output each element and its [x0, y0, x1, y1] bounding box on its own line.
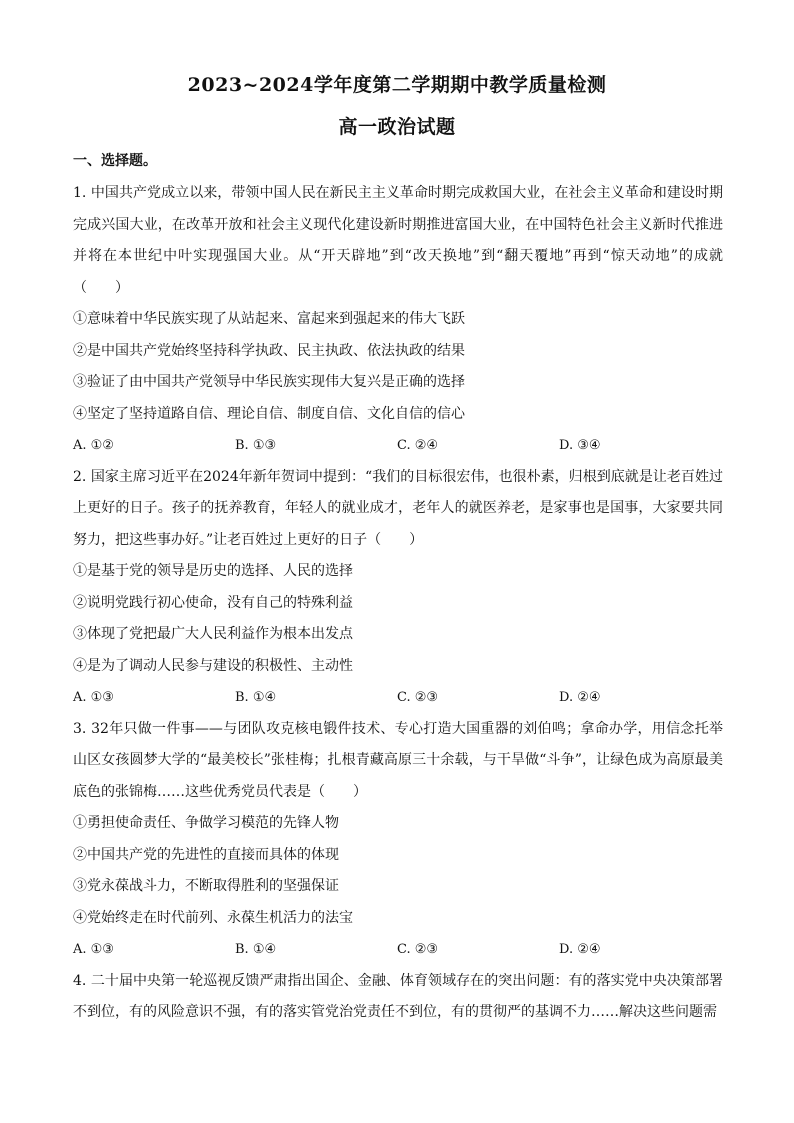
section-heading: 一、选择题。 — [73, 153, 157, 169]
question-stem: 3. 32年只做一件事——与团队攻克核电锻件技术、专心打造大国重器的刘伯鸣；拿命办学，用信念托举山区女孩圆梦大学的“最美校长”张桂梅；扎根青藏高原三十余载，与干旱做“斗争”，让绿色成为高原最美底色的张锦梅……这些优秀党员代表是（ ） — [73, 720, 723, 800]
statement-option: ②是中国共产党始终坚持科学执政、民主执政、依法执政的结果 — [73, 342, 465, 359]
exam-title: 2023~2024学年度第二学期期中教学质量检测 — [187, 74, 607, 96]
statement-option: ③验证了由中国共产党领导中华民族实现伟大复兴是正确的选择 — [73, 374, 465, 390]
choice-b[interactable]: B. ①④ — [235, 690, 277, 705]
choice-d[interactable]: D. ②④ — [559, 942, 601, 957]
question-1 — [73, 178, 723, 462]
answer-choices — [73, 934, 723, 966]
question-3 — [73, 714, 723, 966]
question-stem: 1. 中国共产党成立以来，带领中国人民在新民主主义革命时期完成救国大业，在社会主义革命和建设时期完成兴国大业，在改革开放和社会主义现代化建设新时期推进富国大业，在中国特色社会主义新时代推进并将在本世纪中叶实现强国大业。从“开天辟地”到“改天换地”到“翻天覆地”再到“惊天动地”的成就（ ） — [73, 185, 723, 296]
choice-a[interactable]: A. ①② — [73, 438, 114, 453]
statement-option: ④党始终走在时代前列、永葆生机活力的法宝 — [73, 909, 353, 926]
question-list — [73, 178, 723, 1029]
question-stem: 4. 二十届中央第一轮巡视反馈严肃指出国企、金融、体育领域存在的突出问题：有的落实党中央决策部署不到位，有的风险意识不强，有的落实管党治党责任不到位，有的贯彻严的基调不力……解决这些问题需 — [73, 972, 723, 1020]
choice-c[interactable]: C. ②④ — [397, 438, 439, 453]
statement-option: ①是基于党的领导是历史的选择、人民的选择 — [73, 563, 353, 579]
answer-choices — [73, 682, 723, 714]
statement-option: ①勇担使命责任、争做学习模范的先锋人物 — [73, 815, 339, 831]
choice-d[interactable]: D. ②④ — [559, 690, 601, 705]
choice-a[interactable]: A. ①③ — [73, 942, 114, 957]
choice-d[interactable]: D. ③④ — [559, 438, 601, 453]
exam-subtitle: 高一政治试题 — [338, 116, 456, 138]
choice-c[interactable]: C. ②③ — [397, 690, 439, 705]
answer-choices — [73, 430, 723, 462]
choice-c[interactable]: C. ②③ — [397, 942, 439, 957]
choice-b[interactable]: B. ①④ — [235, 942, 277, 957]
question-stem: 2. 国家主席习近平在2024年新年贺词中提到：“我们的目标很宏伟，也很朴素，归根到底就是让老百姓过上更好的日子。孩子的抚养教育，年轻人的就业成才，老年人的就医养老，是家事也是国事，大家要共同努力，把这些事办好。”让老百姓过上更好的日子（ ） — [73, 468, 723, 548]
statement-option: ④坚定了坚持道路自信、理论自信、制度自信、文化自信的信心 — [73, 405, 465, 422]
statement-option: ③体现了党把最广大人民利益作为根本出发点 — [73, 626, 353, 642]
statement-option: ②中国共产党的先进性的直接而具体的体现 — [73, 846, 339, 863]
statement-option: ②说明党践行初心使命，没有自己的特殊利益 — [73, 594, 353, 611]
statement-option: ④是为了调动人民参与建设的积极性、主动性 — [73, 657, 353, 674]
question-4 — [73, 966, 723, 1029]
choice-a[interactable]: A. ①③ — [73, 690, 114, 705]
question-2 — [73, 462, 723, 714]
statement-option: ③党永葆战斗力，不断取得胜利的坚强保证 — [73, 878, 339, 894]
statement-option: ①意味着中华民族实现了从站起来、富起来到强起来的伟大飞跃 — [73, 311, 465, 327]
choice-b[interactable]: B. ①③ — [235, 438, 277, 453]
